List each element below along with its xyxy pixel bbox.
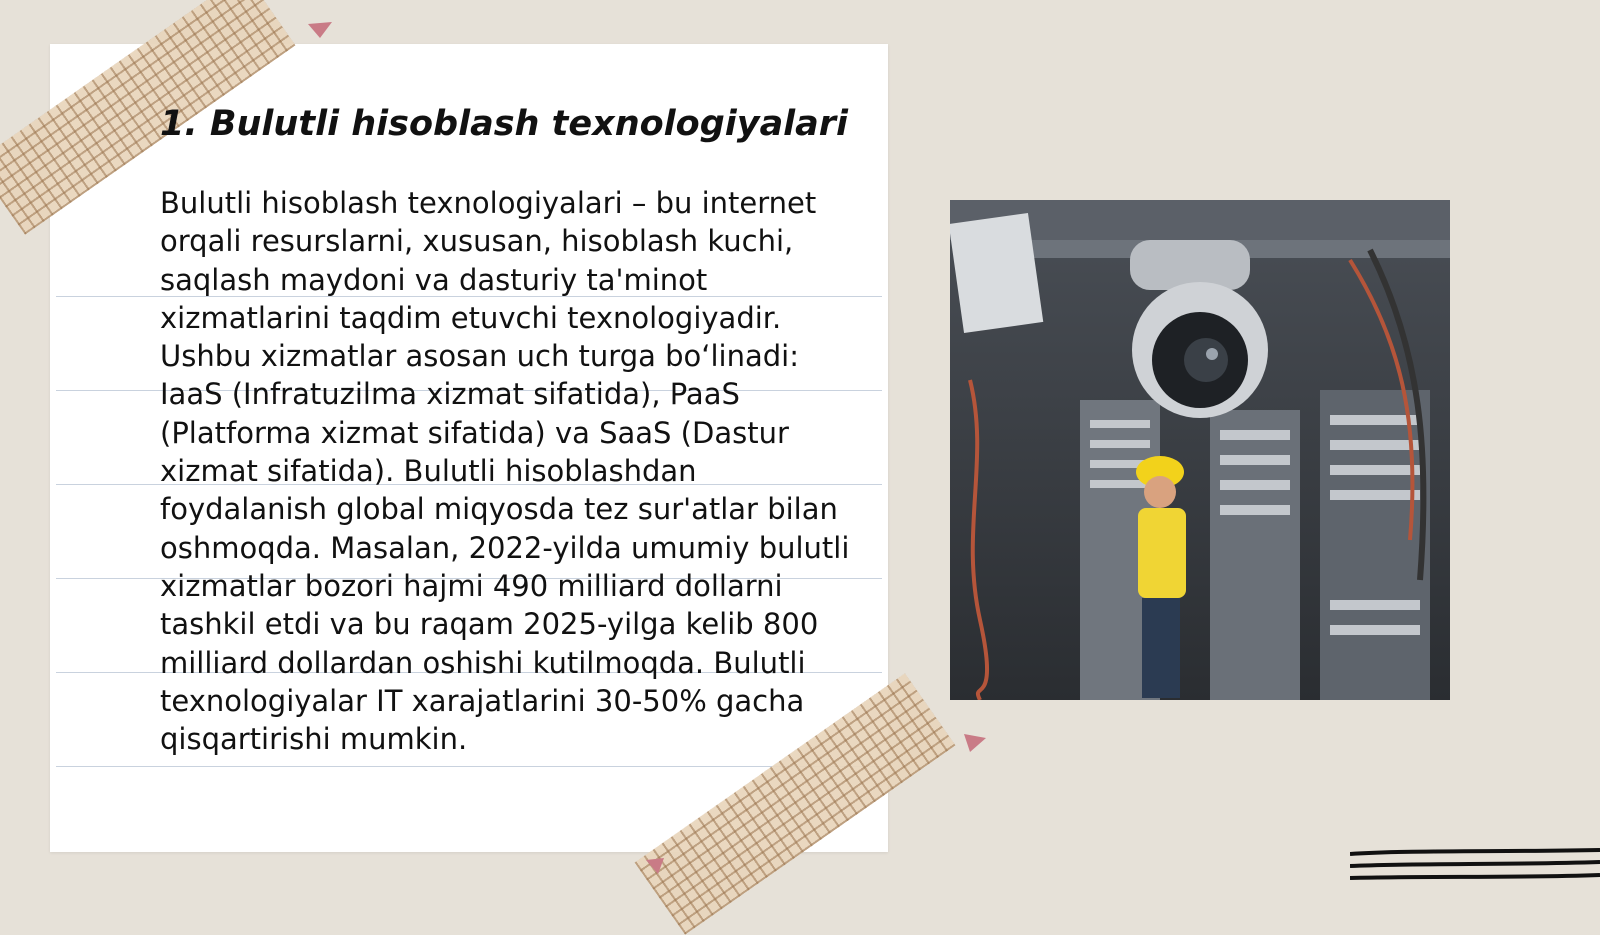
- tape-corner-accent: [306, 20, 336, 42]
- tape-corner-accent: [644, 856, 666, 876]
- decorative-lines: [1350, 846, 1600, 886]
- paper-rule: [56, 766, 882, 767]
- server-room-photo: [950, 200, 1450, 700]
- slide-title: 1. Bulutli hisoblash texnologiyalari: [160, 104, 849, 144]
- slide-body-text: Bulutli hisoblash texnologiyalari – bu internet orqali resurslarni, xususan, hisoblash kuchi, saqlash maydoni va dasturiy ta'minot xizmatlarini taqdim etuvchi texnologiyadir. Ushbu xizmatlar asosan uch turga bo‘linadi: IaaS (Infratuzilma xizmat sifatida), PaaS (Platforma xizmat sifatida) va SaaS (Dastur xizmat sifatida). Bulutli hisoblashdan foydalanish global miqyosda tez sur'atlar bilan oshmoqda. Masalan, 2022-yilda umumiy bulutli xizmatlar bozori hajmi 490 milliard dollarni tashkil etdi va bu raqam 2025-yilga kelib 800 milliard dollardan oshishi kutilmoqda. Bulutli texnologiyalar IT xarajatlarini 30-50% gacha qisqartirishi mumkin.: [160, 186, 850, 757]
- tape-corner-accent: [962, 732, 988, 754]
